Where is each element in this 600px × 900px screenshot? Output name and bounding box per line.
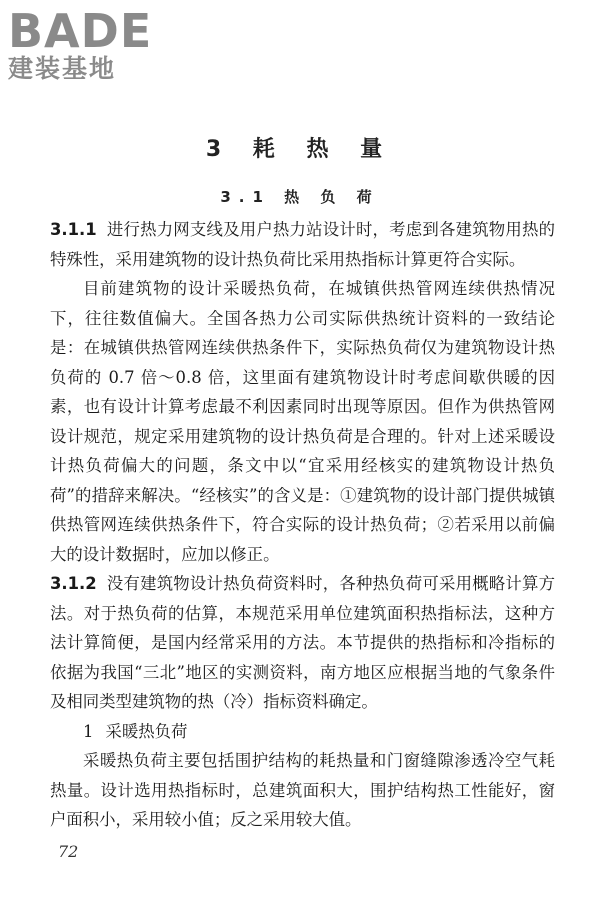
logo-wordmark: BADE bbox=[8, 4, 153, 58]
document-body bbox=[50, 215, 555, 835]
page-number: 72 bbox=[58, 842, 79, 861]
clause-3-1-1 bbox=[50, 215, 555, 274]
clause-number: 3.1.2 bbox=[50, 574, 97, 593]
bade-logo bbox=[8, 4, 178, 88]
subheading-label: 采暖热负荷 bbox=[105, 721, 188, 741]
clause-text: 没有建筑物设计热负荷资料时，各种热负荷可采用概略计算方法。对于热负荷的估算，本规范采用单位建筑面积热指标法，这种方法计算简便，是国内经常采用的方法。本节提供的热指标和冷指标的依据为我国“三北”地区的实测资料，南方地区应根据当地的气象条件及相同类型建筑物的热（冷）指标资料确定。 bbox=[50, 574, 555, 711]
paragraph-text: 目前建筑物的设计采暖热负荷，在城镇供热管网连续供热情况下，往往数值偏大。全国各热力公司实际供热统计资料的一致结论是：在城镇供热管网连续供热条件下，实际热负荷仅为建筑物设计热负荷的 0.7 倍～0.8 倍，这里面有建筑物设计时考虑间歇供暖的因素，也有设计计算考虑最不利因素同时出现等原因。但作为供热管网设计规范，规定采用建筑物的设计热负荷是合理的。针对上述采暖设计热负荷偏大的问题，条文中以“宜采用经核实的建筑物设计热负荷”的措辞来解决。“经核实”的含义是：①建筑物的设计部门提供城镇供热管网连续供热条件下，符合实际的设计热负荷；②若采用以前偏大的设计数据时，应加以修正。 bbox=[50, 279, 555, 564]
paragraph-heating-load bbox=[50, 746, 555, 835]
clause-3-1-2 bbox=[50, 569, 555, 717]
paragraph-text: 采暖热负荷主要包括围护结构的耗热量和门窗缝隙渗透冷空气耗热量。设计选用热指标时，总建筑面积大，围护结构热工性能好，窗户面积小，采用较小值；反之采用较大值。 bbox=[50, 751, 555, 829]
subheading-number: 1 bbox=[83, 721, 94, 741]
clause-number: 3.1.1 bbox=[50, 220, 97, 239]
chapter-title: 3 耗 热 量 bbox=[205, 137, 395, 162]
subheading bbox=[50, 717, 555, 747]
logo-subtitle: 建装基地 bbox=[8, 54, 117, 83]
section-title: 3.1 热 负 荷 bbox=[220, 188, 380, 206]
clause-text: 进行热力网支线及用户热力站设计时，考虑到各建筑物用热的特殊性，采用建筑物的设计热负荷比采用热指标计算更符合实际。 bbox=[50, 220, 555, 269]
paragraph-explanation bbox=[50, 274, 555, 569]
